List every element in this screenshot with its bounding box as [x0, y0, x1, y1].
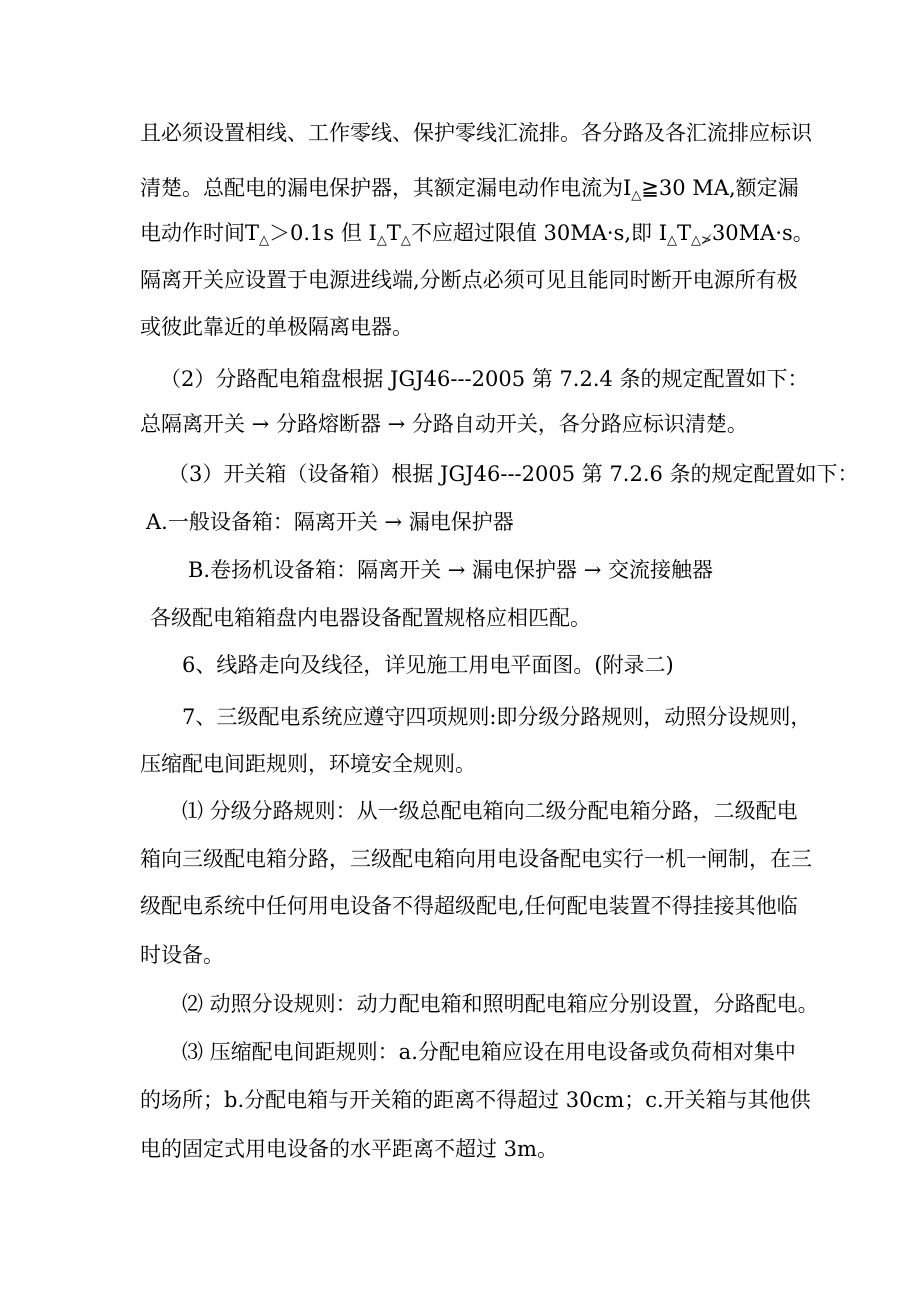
- text-line: 的场所；b.分配电箱与开关箱的距离不得超过 30cm；c.开关箱与其他供: [140, 1088, 811, 1112]
- formula-subscript: △≯: [691, 233, 712, 248]
- formula-subscript: △: [259, 233, 270, 248]
- text-line: ⑴ 分级分路规则：从一级总配电箱向二级分配电箱分路，二级配电: [182, 799, 798, 823]
- text-line: （3）开关箱（设备箱）根据 JGJ46---2005 第 7.2.6 条的规定配置如下：: [168, 462, 859, 486]
- text-line: 电的固定式用电设备的水平距离不超过 3m。: [140, 1137, 558, 1161]
- text-line: 各级配电箱箱盘内电器设备配置规格应相匹配。: [150, 606, 591, 630]
- formula-subscript: △: [667, 233, 678, 248]
- formula-time-symbol: T: [245, 221, 260, 245]
- formula-text: ≧30 MA,额定漏: [641, 176, 799, 200]
- text-line: （2）分路配电箱盘根据 JGJ46---2005 第 7.2.4 条的规定配置如下：: [160, 367, 809, 391]
- formula-time-symbol: T: [677, 221, 692, 245]
- text-line: 隔离开关应设置于电源进线端,分断点必须可见且能同时断开电源所有极: [140, 268, 798, 292]
- text-line: B.卷扬机设备箱：隔离开关 → 漏电保护器 → 交流接触器: [188, 558, 713, 582]
- text-line: ⑶ 压缩配电间距规则：a.分配电箱应设在用电设备或负荷相对集中: [182, 1040, 796, 1064]
- formula-subscript: △: [400, 233, 411, 248]
- text-line: 6、线路走向及线径，详见施工用电平面图。(附录二): [182, 653, 674, 677]
- text-line: 或彼此靠近的单极隔离电器。: [140, 315, 413, 339]
- formula-text: 不应超过限值 30MA·s,即: [410, 221, 659, 245]
- text-line: [140, 173, 799, 211]
- formula-time-symbol: T: [386, 221, 401, 245]
- text-segment: 清楚。总配电的漏电保护器，其额定漏电动作电流为: [140, 176, 623, 200]
- text-line: 且必须设置相线、工作零线、保护零线汇流排。各分路及各汇流排应标识: [140, 121, 812, 145]
- text-line: A.一般设备箱：隔离开关 → 漏电保护器: [146, 510, 514, 534]
- text-line: ⑵ 动照分设规则：动力配电箱和照明配电箱应分别设置，分路配电。: [182, 992, 819, 1016]
- formula-text: 30MA·s。: [711, 221, 814, 245]
- text-line: 总隔离开关 → 分路熔断器 → 分路自动开关，各分路应标识清楚。: [140, 412, 748, 436]
- text-line: 级配电系统中任何用电设备不得超级配电,任何配电装置不得挂接其他临: [140, 894, 798, 918]
- text-line: [140, 218, 814, 256]
- formula-current-symbol: I: [623, 176, 632, 200]
- formula-text: ＞0.1s 但: [269, 221, 369, 245]
- formula-current-symbol: I: [368, 221, 377, 245]
- text-line: 7、三级配电系统应遵守四项规则:即分级分路规则，动照分设规则，: [182, 705, 812, 729]
- formula-subscript: △: [376, 233, 387, 248]
- formula-subscript: △: [631, 188, 642, 203]
- text-segment: 电动作时间: [140, 221, 245, 245]
- text-line: 箱向三级配电箱分路，三级配电箱向用电设备配电实行一机一闸制，在三: [140, 847, 812, 871]
- text-line: 压缩配电间距规则，环境安全规则。: [140, 752, 476, 776]
- text-line: 时设备。: [140, 943, 224, 967]
- formula-current-symbol: I: [658, 221, 668, 245]
